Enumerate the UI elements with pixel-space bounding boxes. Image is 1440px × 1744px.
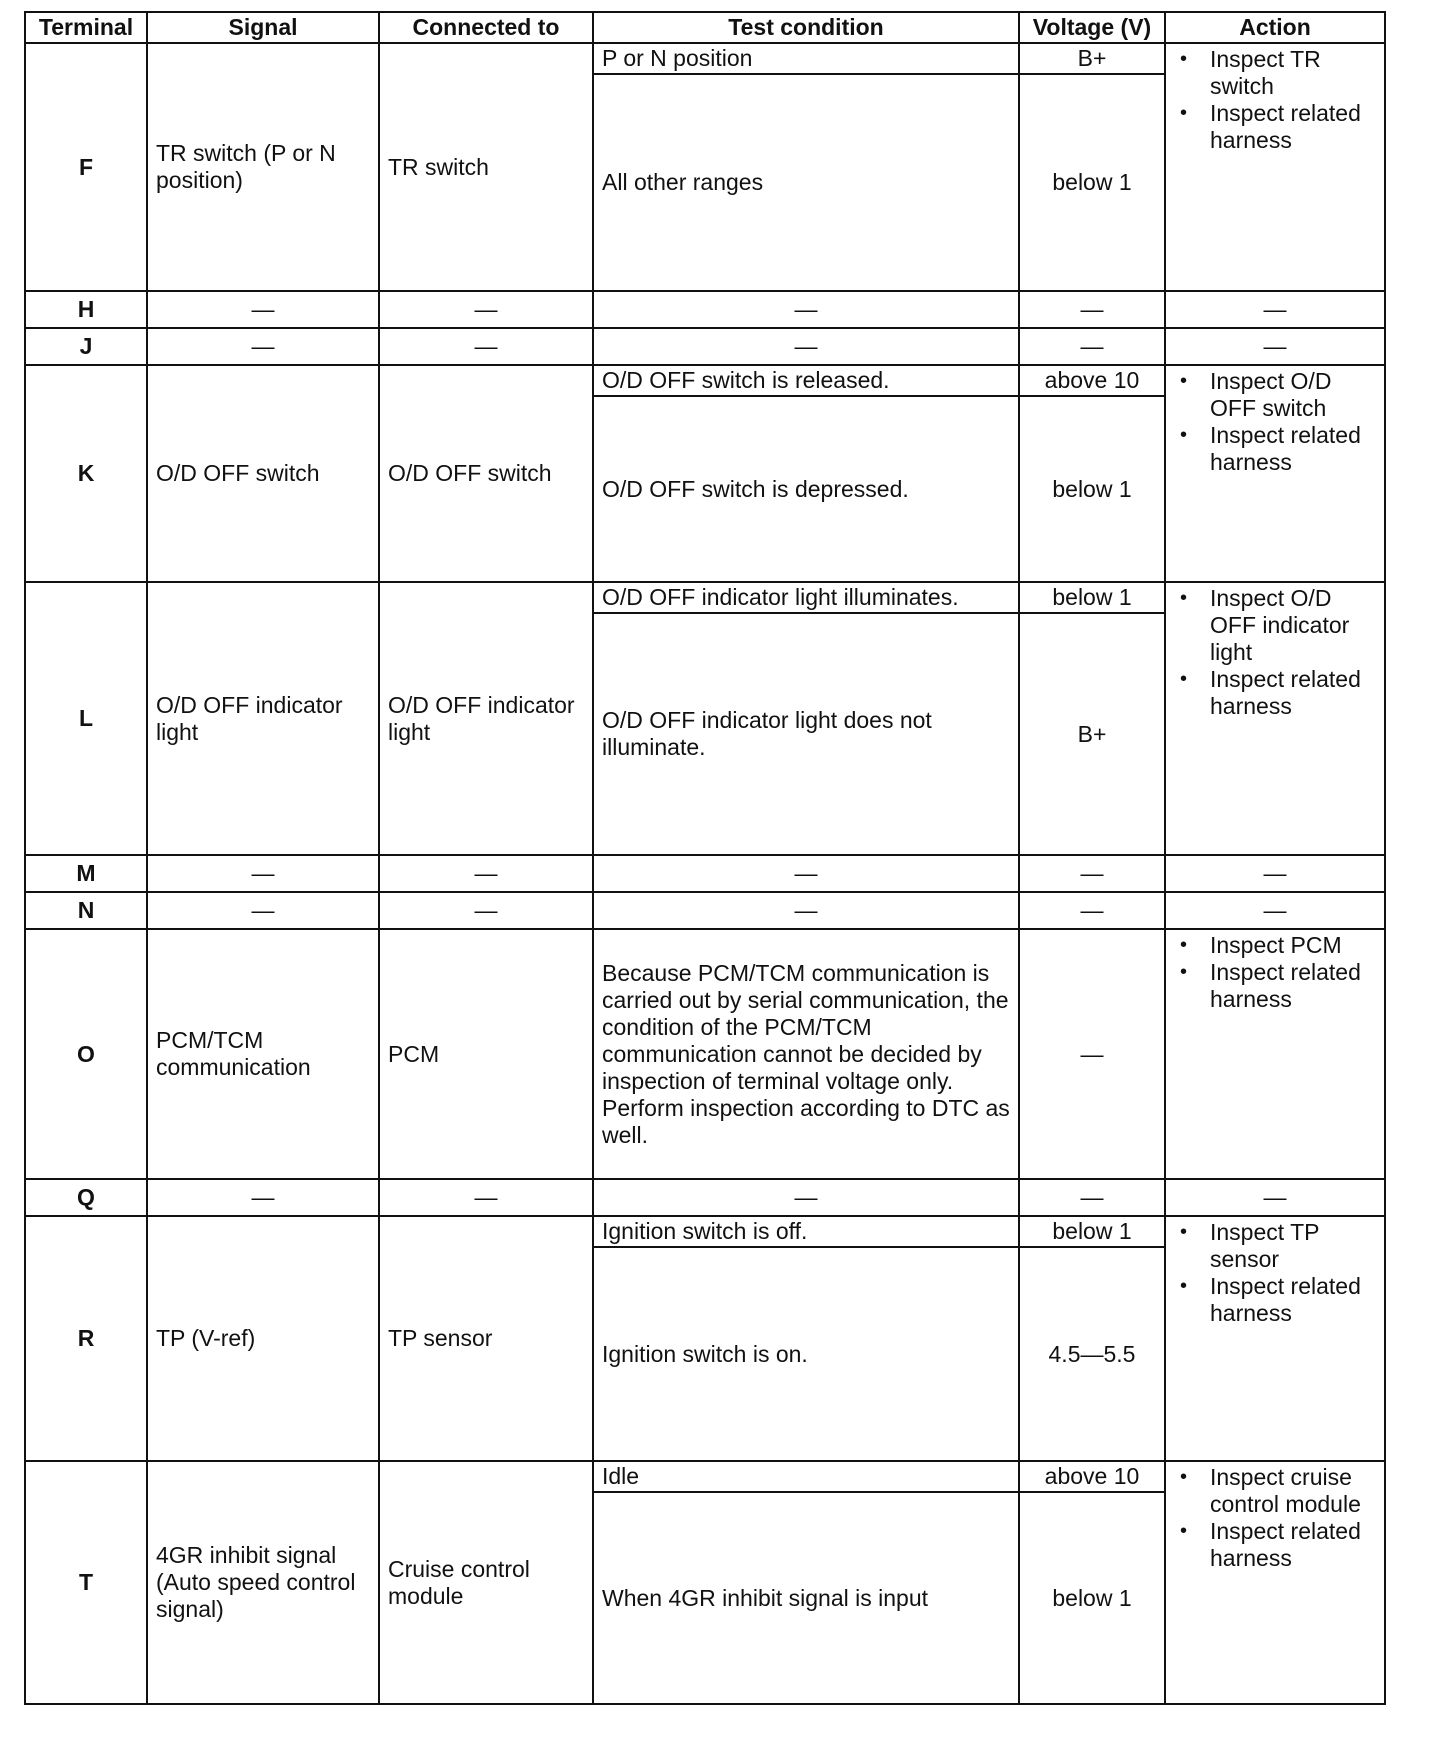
voltage-cell: below 1 (1019, 582, 1165, 613)
voltage-cell: — (1019, 929, 1165, 1179)
action-item: • Inspect cruise control module (1210, 1464, 1376, 1518)
condition-cell: — (593, 328, 1019, 365)
condition-cell: Ignition switch is off. (593, 1216, 1019, 1247)
action-item: • Inspect TP sensor (1210, 1219, 1376, 1273)
connected-to-cell: TP sensor (379, 1216, 593, 1461)
action-cell (1165, 929, 1385, 1179)
connected-to-cell: O/D OFF indicator light (379, 582, 593, 855)
connected-to-cell: TR switch (379, 43, 593, 291)
condition-cell: P or N position (593, 43, 1019, 74)
header-voltage: Voltage (V) (1019, 12, 1165, 43)
condition-cell: When 4GR inhibit signal is input (593, 1492, 1019, 1704)
signal-cell: — (147, 1179, 379, 1216)
header-row (25, 12, 1385, 43)
action-list (1178, 1464, 1376, 1572)
terminal-cell: Q (25, 1179, 147, 1216)
connected-to-cell: — (379, 328, 593, 365)
signal-cell: — (147, 892, 379, 929)
table-row-k (25, 365, 1385, 396)
connected-to-cell: Cruise control module (379, 1461, 593, 1704)
voltage-cell: above 10 (1019, 365, 1165, 396)
voltage-cell: below 1 (1019, 396, 1165, 582)
action-list (1178, 932, 1376, 1013)
action-cell: — (1165, 291, 1385, 328)
voltage-cell: — (1019, 892, 1165, 929)
table-row-h (25, 291, 1385, 328)
action-cell (1165, 582, 1385, 855)
action-item: • Inspect O/D OFF indicator light (1210, 585, 1376, 666)
voltage-cell: below 1 (1019, 1492, 1165, 1704)
condition-cell: O/D OFF indicator light does not illuminate. (593, 613, 1019, 855)
voltage-cell: above 10 (1019, 1461, 1165, 1492)
table-row-t (25, 1461, 1385, 1492)
connected-to-cell: — (379, 892, 593, 929)
condition-cell: O/D OFF indicator light illuminates. (593, 582, 1019, 613)
voltage-cell: B+ (1019, 43, 1165, 74)
terminal-cell: H (25, 291, 147, 328)
action-item: • Inspect related harness (1210, 666, 1376, 720)
header-terminal: Terminal (25, 12, 147, 43)
connected-to-cell: PCM (379, 929, 593, 1179)
terminal-voltage-table (24, 11, 1386, 1705)
signal-cell: TP (V-ref) (147, 1216, 379, 1461)
condition-cell: — (593, 291, 1019, 328)
action-cell (1165, 43, 1385, 291)
terminal-cell: R (25, 1216, 147, 1461)
signal-cell: 4GR inhibit signal (Auto speed control signal) (147, 1461, 379, 1704)
terminal-cell: T (25, 1461, 147, 1704)
connected-to-cell: O/D OFF switch (379, 365, 593, 582)
voltage-cell: 4.5—5.5 (1019, 1247, 1165, 1461)
action-cell: — (1165, 892, 1385, 929)
header-signal: Signal (147, 12, 379, 43)
action-cell (1165, 1461, 1385, 1704)
action-cell (1165, 1216, 1385, 1461)
table-row-n (25, 892, 1385, 929)
voltage-cell: below 1 (1019, 74, 1165, 291)
terminal-cell: M (25, 855, 147, 892)
signal-cell: PCM/TCM communication (147, 929, 379, 1179)
header-test-condition: Test condition (593, 12, 1019, 43)
voltage-cell: B+ (1019, 613, 1165, 855)
signal-cell: — (147, 855, 379, 892)
condition-cell: All other ranges (593, 74, 1019, 291)
terminal-cell: O (25, 929, 147, 1179)
terminal-cell: J (25, 328, 147, 365)
action-list (1178, 1219, 1376, 1327)
signal-cell: O/D OFF indicator light (147, 582, 379, 855)
connected-to-cell: — (379, 855, 593, 892)
condition-cell: — (593, 855, 1019, 892)
table-row-q (25, 1179, 1385, 1216)
action-list (1178, 46, 1376, 154)
action-item: • Inspect O/D OFF switch (1210, 368, 1376, 422)
terminal-cell: F (25, 43, 147, 291)
table-row-m (25, 855, 1385, 892)
action-item: • Inspect related harness (1210, 1518, 1376, 1572)
terminal-cell: K (25, 365, 147, 582)
connected-to-cell: — (379, 1179, 593, 1216)
signal-cell: — (147, 328, 379, 365)
terminal-cell: L (25, 582, 147, 855)
signal-cell: TR switch (P or N position) (147, 43, 379, 291)
condition-cell: — (593, 892, 1019, 929)
action-cell: — (1165, 855, 1385, 892)
table-row-o (25, 929, 1385, 1179)
header-action: Action (1165, 12, 1385, 43)
voltage-cell: — (1019, 1179, 1165, 1216)
action-item: • Inspect related harness (1210, 422, 1376, 476)
table-row-f (25, 43, 1385, 74)
voltage-cell: — (1019, 855, 1165, 892)
action-list (1178, 368, 1376, 476)
condition-cell: O/D OFF switch is released. (593, 365, 1019, 396)
action-cell: — (1165, 1179, 1385, 1216)
signal-cell: — (147, 291, 379, 328)
action-cell (1165, 365, 1385, 582)
action-item: • Inspect related harness (1210, 100, 1376, 154)
voltage-cell: — (1019, 328, 1165, 365)
connected-to-cell: — (379, 291, 593, 328)
action-item: • Inspect TR switch (1210, 46, 1376, 100)
table-row-l (25, 582, 1385, 613)
condition-cell: Idle (593, 1461, 1019, 1492)
action-list (1178, 585, 1376, 720)
action-item: • Inspect PCM (1210, 932, 1376, 959)
action-cell: — (1165, 328, 1385, 365)
header-connected-to: Connected to (379, 12, 593, 43)
signal-cell: O/D OFF switch (147, 365, 379, 582)
condition-cell: — (593, 1179, 1019, 1216)
table-row-j (25, 328, 1385, 365)
condition-cell: Ignition switch is on. (593, 1247, 1019, 1461)
action-item: • Inspect related harness (1210, 1273, 1376, 1327)
terminal-cell: N (25, 892, 147, 929)
condition-cell: O/D OFF switch is depressed. (593, 396, 1019, 582)
action-item: • Inspect related harness (1210, 959, 1376, 1013)
voltage-cell: — (1019, 291, 1165, 328)
condition-cell: Because PCM/TCM communication is carried out by serial communication, the condition of the PCM/TCM communication cannot be decided by inspection of terminal voltage only. Perform inspection according to DTC as well. (593, 929, 1019, 1179)
voltage-cell: below 1 (1019, 1216, 1165, 1247)
table-row-r (25, 1216, 1385, 1247)
